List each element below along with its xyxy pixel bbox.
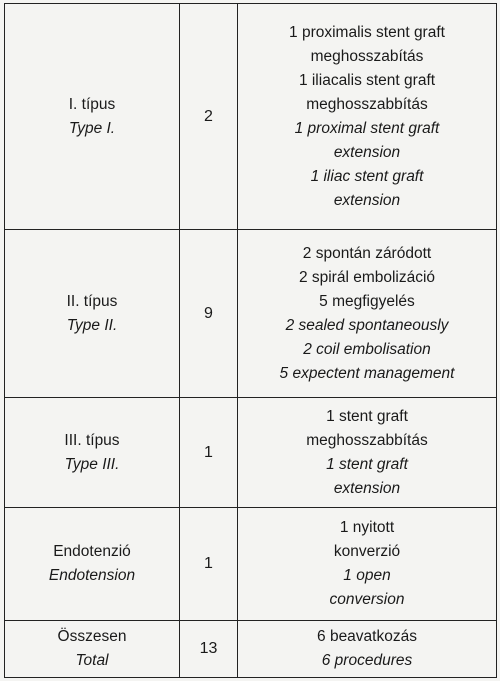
- table-row: [5, 398, 497, 508]
- type-cell: [5, 4, 180, 230]
- type-cell: [5, 508, 180, 621]
- type-cell: [5, 398, 180, 508]
- count-value: 9: [204, 304, 213, 322]
- table-row: [5, 4, 497, 230]
- type-cell: [5, 230, 180, 398]
- treatment-cell: [238, 508, 497, 621]
- type-cell: [5, 621, 180, 678]
- count-cell: [180, 508, 238, 621]
- count-cell: [180, 4, 238, 230]
- treatment-hu-line: 1 stent graft: [326, 407, 408, 425]
- endoleak-treatment-table: [4, 3, 497, 678]
- count-value: 13: [199, 640, 218, 657]
- treatment-en-line: 5 expectent management: [279, 364, 455, 382]
- treatment-hu-line: 2 spirál embolizáció: [298, 268, 436, 286]
- treatment-hu-line: 1 proximalis stent graft: [289, 23, 445, 41]
- treatment-hu-line: meghosszabbítás: [306, 95, 428, 113]
- type-label-hu: Endotenzió: [53, 543, 131, 560]
- type-label-hu: Összesen: [57, 628, 127, 645]
- treatment-en-line: 1 open: [343, 567, 391, 584]
- type-label-en: Type I.: [68, 119, 116, 137]
- treatment-hu-line: konverzió: [333, 543, 401, 560]
- table-row-total: [5, 621, 497, 678]
- treatment-cell: [238, 230, 497, 398]
- count-cell: [180, 621, 238, 678]
- treatment-hu-line: meghosszabítás: [310, 47, 424, 65]
- treatment-en-line: 2 coil embolisation: [303, 340, 431, 358]
- treatment-hu-line: 1 iliacalis stent graft: [298, 71, 436, 89]
- count-cell: [180, 230, 238, 398]
- treatment-en-line: 1 proximal stent graft: [294, 119, 440, 137]
- treatment-en-line: extension: [333, 479, 401, 497]
- treatment-hu-line: 2 spontán záródott: [302, 244, 432, 262]
- treatment-cell: [238, 398, 497, 508]
- table-row: [5, 508, 497, 621]
- treatment-cell: [238, 4, 497, 230]
- type-label-hu: I. típus: [68, 95, 116, 113]
- treatment-en-line: 6 procedures: [321, 652, 413, 669]
- treatment-en-line: extension: [333, 191, 401, 209]
- treatment-hu-line: 1 nyitott: [339, 519, 395, 536]
- treatment-cell: [238, 621, 497, 678]
- treatment-en-line: extension: [333, 143, 401, 161]
- table-row: [5, 230, 497, 398]
- treatment-en-line: 2 sealed spontaneously: [285, 316, 449, 334]
- type-label-en: Type III.: [64, 455, 120, 473]
- treatment-hu-line: 5 megfigyelés: [319, 292, 415, 310]
- count-cell: [180, 398, 238, 508]
- count-value: 1: [204, 555, 213, 572]
- count-value: 1: [204, 443, 213, 461]
- type-label-en: Total: [75, 652, 109, 669]
- type-label-en: Type II.: [66, 316, 118, 334]
- type-label-en: Endotension: [48, 567, 136, 584]
- type-label-hu: III. típus: [64, 431, 120, 449]
- treatment-en-line: conversion: [329, 591, 405, 608]
- treatment-en-line: 1 stent graft: [326, 455, 408, 473]
- count-value: 2: [204, 107, 213, 125]
- treatment-en-line: 1 iliac stent graft: [310, 167, 424, 185]
- treatment-hu-line: 6 beavatkozás: [317, 628, 417, 645]
- type-label-hu: II. típus: [66, 292, 118, 310]
- treatment-hu-line: meghosszabbítás: [306, 431, 428, 449]
